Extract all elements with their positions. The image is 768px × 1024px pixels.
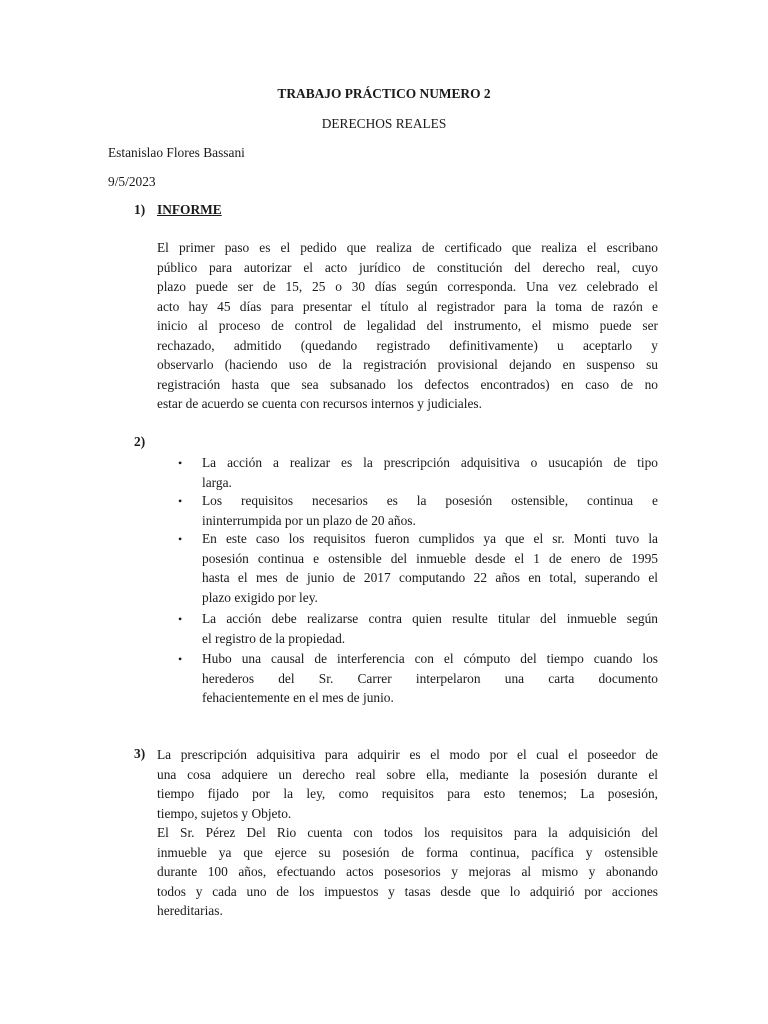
paragraph-line: registración hasta que sea subsanado los defectos encontrados) en caso de no [157, 376, 658, 392]
bullet-line: En este caso los requisitos fueron cumplidos ya que el sr. Monti tuvo la [202, 531, 658, 546]
section-1-heading: INFORME [157, 202, 222, 217]
bullet-line: larga. [202, 474, 232, 490]
document-subtitle: DERECHOS REALES [321, 116, 447, 131]
paragraph-line: hereditarias. [157, 903, 223, 918]
bullet-icon: • [178, 612, 183, 626]
bullet-item-2 [202, 491, 658, 530]
paragraph-line: todos y cada uno de los impuestos y tasas desde que lo adquirió por acciones [157, 883, 658, 899]
paragraph-line: La prescripción adquisitiva para adquirir es el modo por el cual el poseedor de [157, 747, 658, 762]
bullet-icon: • [178, 532, 183, 546]
bullet-line: posesión continua e ostensible del inmueble desde el 1 de enero de 1995 [202, 550, 658, 566]
bullet-line: hasta el mes de junio de 2017 computando 22 años en total, superando el [202, 570, 658, 585]
document-date: 9/5/2023 [108, 174, 156, 189]
bullet-item-4 [202, 609, 658, 648]
paragraph-line: inmueble ya que ejerce su posesión de forma continua, pacífica y ostensible [157, 844, 658, 860]
section-1-number: 1) [134, 202, 146, 217]
bullet-icon: • [178, 456, 183, 470]
paragraph-line: El primer paso es el pedido que realiza de certificado que realiza el escribano [157, 240, 658, 255]
bullet-line: fehacientemente en el mes de junio. [202, 690, 394, 705]
bullet-line: plazo exigido por ley. [202, 589, 318, 605]
paragraph-line: tiempo fijado por la ley, como requisitos para esto tenemos; La posesión, [157, 786, 658, 801]
bullet-line: Los requisitos necesarios es la posesión ostensible, continua e [202, 493, 658, 508]
paragraph-line: estar de acuerdo se cuenta con recursos internos y judiciales. [157, 396, 482, 411]
paragraph-line: observarlo (haciendo uso de la registración provisional dejando en suspenso su [157, 357, 658, 372]
bullet-line: La acción a realizar es la prescripción adquisitiva o usucapión de tipo [202, 455, 658, 470]
bullet-line: el registro de la propiedad. [202, 630, 346, 646]
bullet-item-3 [202, 529, 658, 607]
section-3-number: 3) [134, 746, 146, 761]
bullet-line: ininterrumpida por un plazo de 20 años. [202, 512, 416, 528]
paragraph-line: El Sr. Pérez Del Rio cuenta con todos los requisitos para la adquisición del [157, 825, 658, 840]
section-3-paragraph [157, 745, 658, 921]
paragraph-line: durante 100 años, efectuando actos posesorios y mejoras al mismo y abonando [157, 864, 658, 879]
bullet-line: La acción debe realizarse contra quien resulte titular del inmueble según [202, 611, 658, 626]
section-1-paragraph [157, 238, 658, 414]
paragraph-line: plazo puede ser de 15, 25 o 30 días según corresponda. Una vez celebrado el [157, 279, 658, 294]
bullet-item-5 [202, 649, 658, 708]
bullet-icon: • [178, 652, 183, 666]
section-2-number: 2) [134, 434, 146, 449]
paragraph-line: público para autorizar el acto jurídico de constitución del derecho real, cuyo [157, 259, 658, 275]
document-title: TRABAJO PRÁCTICO NUMERO 2 [277, 86, 491, 101]
bullet-icon: • [178, 494, 183, 508]
paragraph-line: una cosa adquiere un derecho real sobre ella, mediante la posesión durante el [157, 766, 658, 782]
paragraph-line: acto hay 45 días para presentar el título al registrador para la toma de razón e [157, 298, 658, 314]
paragraph-line: inicio al proceso de control de legalidad del instrumento, el mismo puede ser [157, 318, 658, 333]
paragraph-line: tiempo, sujetos y Objeto. [157, 805, 292, 821]
bullet-item-1 [202, 453, 658, 492]
bullet-line: Hubo una causal de interferencia con el cómputo del tiempo cuando los [202, 651, 658, 666]
author-name: Estanislao Flores Bassani [108, 145, 245, 160]
paragraph-line: rechazado, admitido (quedando registrado definitivamente) u aceptarlo y [157, 337, 658, 353]
bullet-line: herederos del Sr. Carrer interpelaron una carta documento [202, 670, 658, 686]
